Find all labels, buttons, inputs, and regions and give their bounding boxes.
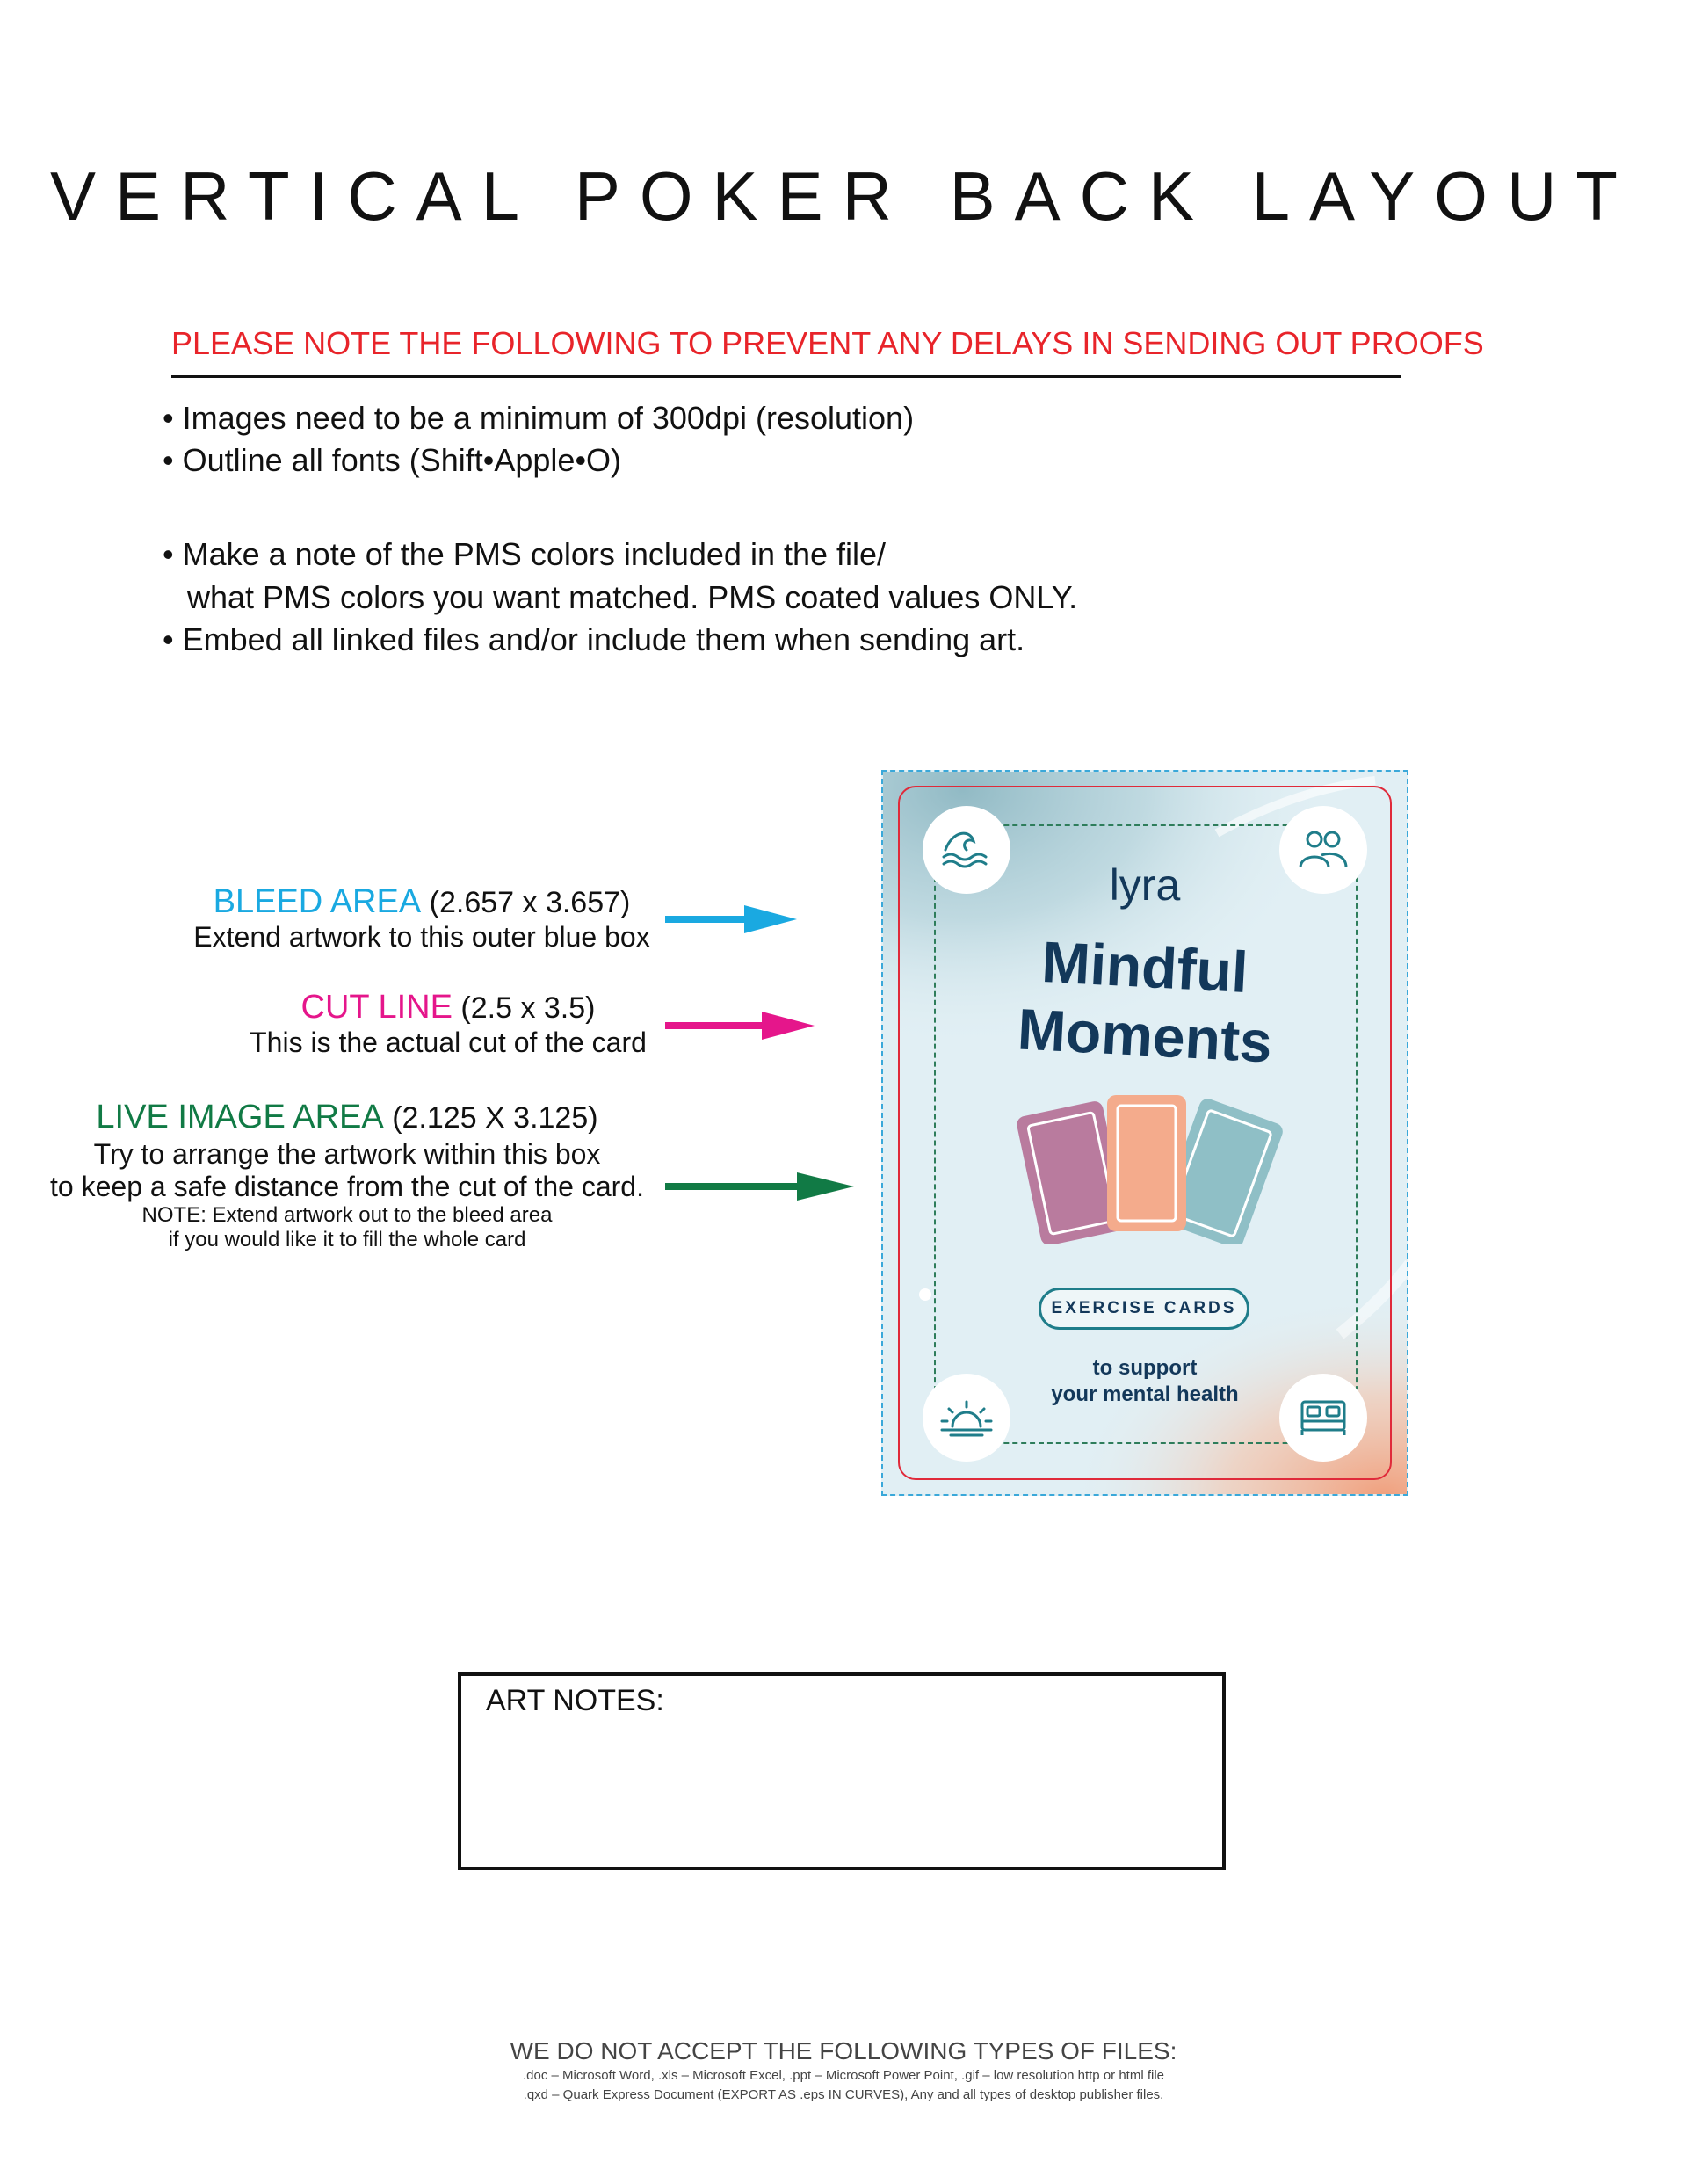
notice-bullet-pms-continued: what PMS colors you want matched. PMS coated values ONLY. [187, 579, 1078, 615]
live-area-arrow [665, 1172, 854, 1201]
card-fan-illustration [1010, 1090, 1283, 1244]
footer-line-2: .qxd – Quark Express Document (EXPORT AS .eps IN CURVES), Any and all types of desktop publisher files. [523, 2087, 1164, 2102]
cut-line-dims: (2.5 x 3.5) [452, 991, 596, 1025]
brand-logo: lyra [1109, 860, 1181, 910]
live-area-note-1: NOTE: Extend artwork out to the bleed area [141, 1203, 553, 1227]
card-tagline-2: your mental health [1051, 1382, 1239, 1406]
cut-line-desc: This is the actual cut of the card [250, 1027, 647, 1058]
live-area-title: LIVE IMAGE AREA [96, 1099, 384, 1136]
page-title: VERTICAL POKER BACK LAYOUT [50, 157, 1637, 235]
footer-heading: WE DO NOT ACCEPT THE FOLLOWING TYPES OF FILES: [510, 2037, 1177, 2064]
footer-line-1: .doc – Microsoft Word, .xls – Microsoft Excel, .ppt – Microsoft Power Point, .gif – low resolution http or html file [523, 2068, 1164, 2083]
exercise-cards-badge: EXERCISE CARDS [1039, 1288, 1249, 1330]
bleed-area-dims: (2.657 x 3.657) [421, 886, 631, 919]
live-area-note-2: if you would like it to fill the whole card [168, 1228, 526, 1252]
notice-divider [171, 375, 1401, 378]
bleed-area-label [136, 883, 707, 954]
cut-arrow [665, 1012, 815, 1040]
bleed-area-desc: Extend artwork to this outer blue box [193, 921, 650, 953]
cut-line-title: CUT LINE [300, 989, 453, 1026]
notice-heading: PLEASE NOTE THE FOLLOWING TO PREVENT ANY DELAYS IN SENDING OUT PROOFS [171, 325, 1484, 361]
bleed-area-title: BLEED AREA [213, 883, 422, 920]
notice-bullet-fonts: • Outline all fonts (Shift•Apple•O) [163, 442, 622, 478]
bleed-arrow [665, 905, 797, 933]
cut-line-label [163, 989, 734, 1059]
live-area-dims: (2.125 X 3.125) [383, 1101, 598, 1135]
notice-bullet-resolution: • Images need to be a minimum of 300dpi (resolution) [163, 400, 915, 436]
live-area-desc-2: to keep a safe distance from the cut of the card. [50, 1171, 644, 1202]
live-image-area-label [0, 1099, 694, 1252]
notice-bullet-linked-files: • Embed all linked files and/or include them when sending art. [163, 621, 1025, 657]
notice-bullet-pms: • Make a note of the PMS colors included in the file/ [163, 536, 887, 572]
card-title-line-1: Mindful [1039, 928, 1250, 1005]
card-tagline-1: to support [1092, 1356, 1198, 1380]
live-area-desc-1: Try to arrange the artwork within this box [93, 1138, 601, 1170]
card-title-line-2: Moments [1016, 996, 1274, 1075]
art-notes-label: ART NOTES: [486, 1684, 664, 1717]
